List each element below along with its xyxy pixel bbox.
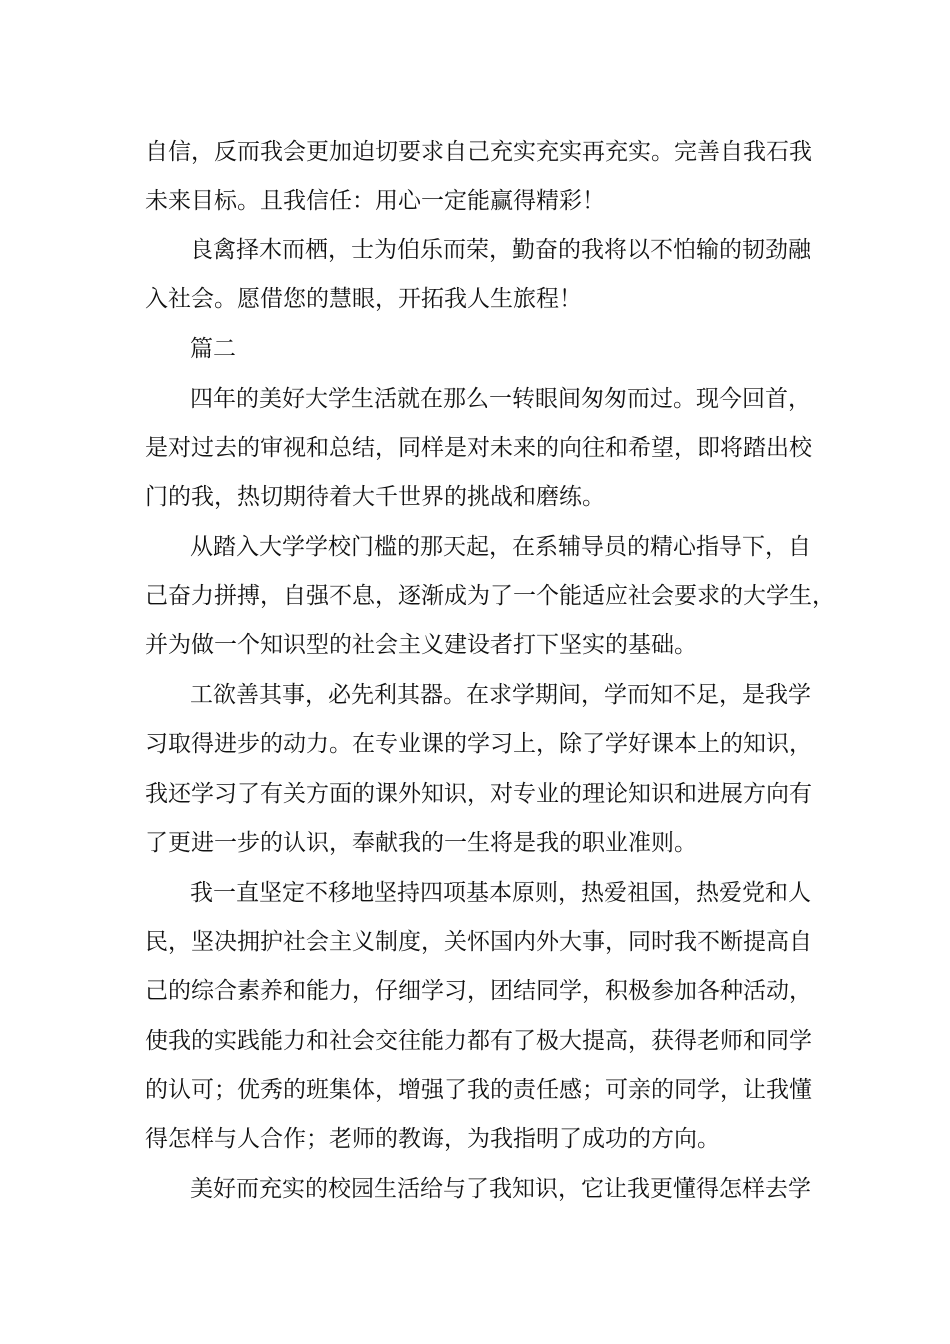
text-line: 门的我，热切期待着大千世界的挑战和磨练。 — [145, 484, 605, 510]
text-line: 我还学习了有关方面的课外知识，对专业的理论知识和进展方向有 — [145, 781, 812, 807]
text-line: 民，坚决拥护社会主义制度，关怀国内外大事，同时我不断提高自 — [145, 929, 812, 955]
paragraph-start-line: 我一直坚定不移地坚持四项基本原则，热爱祖国，热爱党和人 — [190, 880, 811, 906]
text-line: 习取得进步的动力。在专业课的学习上，除了学好课本上的知识， — [145, 731, 812, 757]
text-line: 入社会。愿借您的慧眼，开拓我人生旅程！ — [145, 286, 582, 312]
paragraph-start-line: 美好而充实的校园生活给与了我知识，它让我更懂得怎样去学 — [190, 1176, 811, 1202]
paragraph-start-line: 良禽择木而栖，士为伯乐而荣，勤奋的我将以不怕输的韧劲融 — [190, 237, 811, 263]
text-line: 未来目标。且我信任：用心一定能赢得精彩！ — [145, 188, 605, 214]
text-line: 了更进一步的认识，奉献我的一生将是我的职业准则。 — [145, 830, 697, 856]
text-line: 己奋力拼搏，自强不息，逐渐成为了一个能适应社会要求的大学生， — [145, 583, 835, 609]
text-line: 是对过去的审视和总结，同样是对未来的向往和希望，即将踏出校 — [145, 435, 812, 461]
text-line: 使我的实践能力和社会交往能力都有了极大提高，获得老师和同学 — [145, 1028, 812, 1054]
section-heading: 篇二 — [190, 336, 236, 362]
text-line: 得怎样与人合作；老师的教诲，为我指明了成功的方向。 — [145, 1126, 720, 1152]
paragraph-start-line: 从踏入大学学校门槛的那天起，在系辅导员的精心指导下，自 — [190, 534, 811, 560]
text-line: 己的综合素养和能力，仔细学习，团结同学，积极参加各种活动， — [145, 978, 812, 1004]
text-line: 自信，反而我会更加迫切要求自己充实充实再充实。完善自我石我 — [145, 139, 812, 165]
text-line: 并为做一个知识型的社会主义建设者打下坚实的基础。 — [145, 632, 697, 658]
paragraph-start-line: 工欲善其事，必先利其器。在求学期间，学而知不足，是我学 — [190, 682, 811, 708]
paragraph-start-line: 四年的美好大学生活就在那么一转眼间匆匆而过。现今回首， — [190, 386, 811, 412]
text-line: 的认可；优秀的班集体，增强了我的责任感；可亲的同学，让我懂 — [145, 1077, 812, 1103]
